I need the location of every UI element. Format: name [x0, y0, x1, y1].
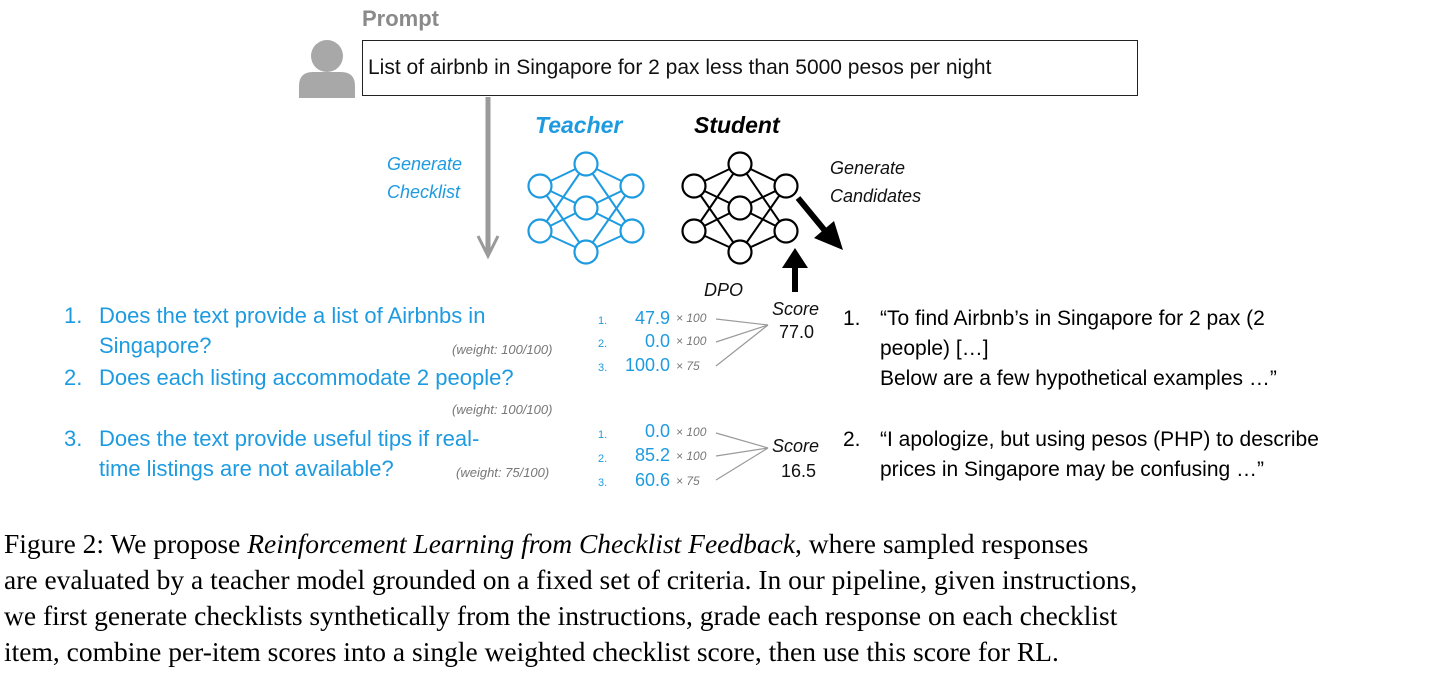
score-value-1: 77.0: [779, 322, 815, 342]
item-score-multiplier: × 100: [676, 425, 707, 439]
network-node: [575, 197, 598, 220]
response-1-text: “To find Airbnb’s in Singapore for 2 pax (2 people) […] Below are a few hypothetical examples …”: [880, 307, 1277, 390]
network-node: [529, 175, 552, 198]
caption-line-4: item, combine per-item scores into a single weighted checklist score, then use this score for RL.: [4, 636, 1059, 667]
network-node: [729, 241, 752, 264]
item-score-multiplier: × 100: [676, 311, 707, 325]
item-score-multiplier: × 75: [676, 474, 700, 488]
checklist-item-2-weight: (weight: 100/100): [452, 402, 553, 417]
score-label-1: Score: [772, 299, 820, 319]
item-score-number: 3.: [598, 362, 608, 374]
network-node: [621, 220, 644, 243]
item-score-value: 85.2: [634, 445, 670, 465]
dpo-label: DPO: [704, 280, 744, 300]
score-label-2: Score: [772, 436, 820, 456]
score-combine-lines-2: [716, 433, 768, 480]
item-score-number: 1.: [598, 429, 608, 441]
student-network-icon: [683, 153, 798, 264]
item-score-number: 3.: [598, 477, 608, 489]
network-node: [575, 153, 598, 176]
student-title: Student: [694, 112, 780, 138]
checklist-item-1: [0, 301, 600, 331]
teacher-network-icon: [529, 153, 644, 264]
score-to-student-arrow: [782, 248, 808, 292]
item-score-value: 0.0: [644, 331, 670, 351]
network-node: [683, 175, 706, 198]
prompt-box: List of airbnb in Singapore for 2 pax less than 5000 pesos per night: [362, 40, 1138, 96]
network-node: [775, 175, 798, 198]
checklist-item-2: [0, 363, 600, 393]
teacher-title: Teacher: [535, 112, 623, 138]
item-score-multiplier: × 100: [676, 449, 707, 463]
figure-caption: [4, 526, 1454, 670]
response-1-number: 1.: [843, 307, 861, 330]
score-combine-lines-1: [716, 319, 768, 366]
generate-checklist-label: Generate Checklist: [387, 154, 463, 202]
network-node: [529, 220, 552, 243]
checklist-item-number: 1.: [64, 303, 83, 328]
caption-line-1: Figure 2: We propose Reinforcement Learning from Checklist Feedback, where sampled responses: [4, 528, 1089, 559]
network-node: [575, 241, 598, 264]
response-2-text: “I apologize, but using pesos (PHP) to describe prices in Singapore may be confusing …”: [880, 428, 1319, 481]
item-score-multiplier: × 75: [676, 359, 700, 373]
caption-line-3: we first generate checklists synthetically from the instructions, grade each response on each checklist: [4, 600, 1118, 631]
prompt-label: Prompt: [362, 6, 439, 31]
network-node: [775, 220, 798, 243]
checklist-item-1-weight: (weight: 100/100): [452, 342, 553, 357]
network-node: [683, 220, 706, 243]
checklist-item-text: Singapore?: [99, 333, 212, 358]
checklist-item-text: Does the text provide useful tips if real-: [99, 426, 480, 451]
caption-line-2: are evaluated by a teacher model grounded on a fixed set of criteria. In our pipeline, given instructions,: [4, 564, 1138, 595]
generate-checklist-arrow: [478, 97, 498, 256]
item-score-value: 47.9: [634, 308, 670, 328]
item-score-number: 2.: [598, 338, 608, 350]
item-score-multiplier: × 100: [676, 334, 707, 348]
checklist-item-text: time listings are not available?: [99, 456, 394, 481]
checklist-item-text: Does each listing accommodate 2 people?: [99, 365, 514, 390]
user-avatar-icon: [299, 40, 355, 98]
checklist-item-number: 3.: [64, 426, 83, 451]
item-score-number: 2.: [598, 453, 608, 465]
checklist-item-text: Does the text provide a list of Airbnbs in: [99, 303, 486, 328]
checklist-item-number: 2.: [64, 365, 83, 390]
checklist-item-3-weight: (weight: 75/100): [456, 465, 550, 480]
network-node: [729, 153, 752, 176]
network-node: [621, 175, 644, 198]
item-score-value: 0.0: [644, 421, 670, 441]
checklist-item-3: [0, 424, 600, 454]
item-score-value: 100.0: [624, 355, 670, 375]
generate-candidates-label: Generate Candidates: [830, 158, 922, 206]
item-score-value: 60.6: [634, 470, 670, 490]
score-value-2: 16.5: [781, 461, 817, 481]
response-2-number: 2.: [843, 428, 861, 451]
item-score-number: 1.: [598, 315, 608, 327]
network-node: [729, 197, 752, 220]
